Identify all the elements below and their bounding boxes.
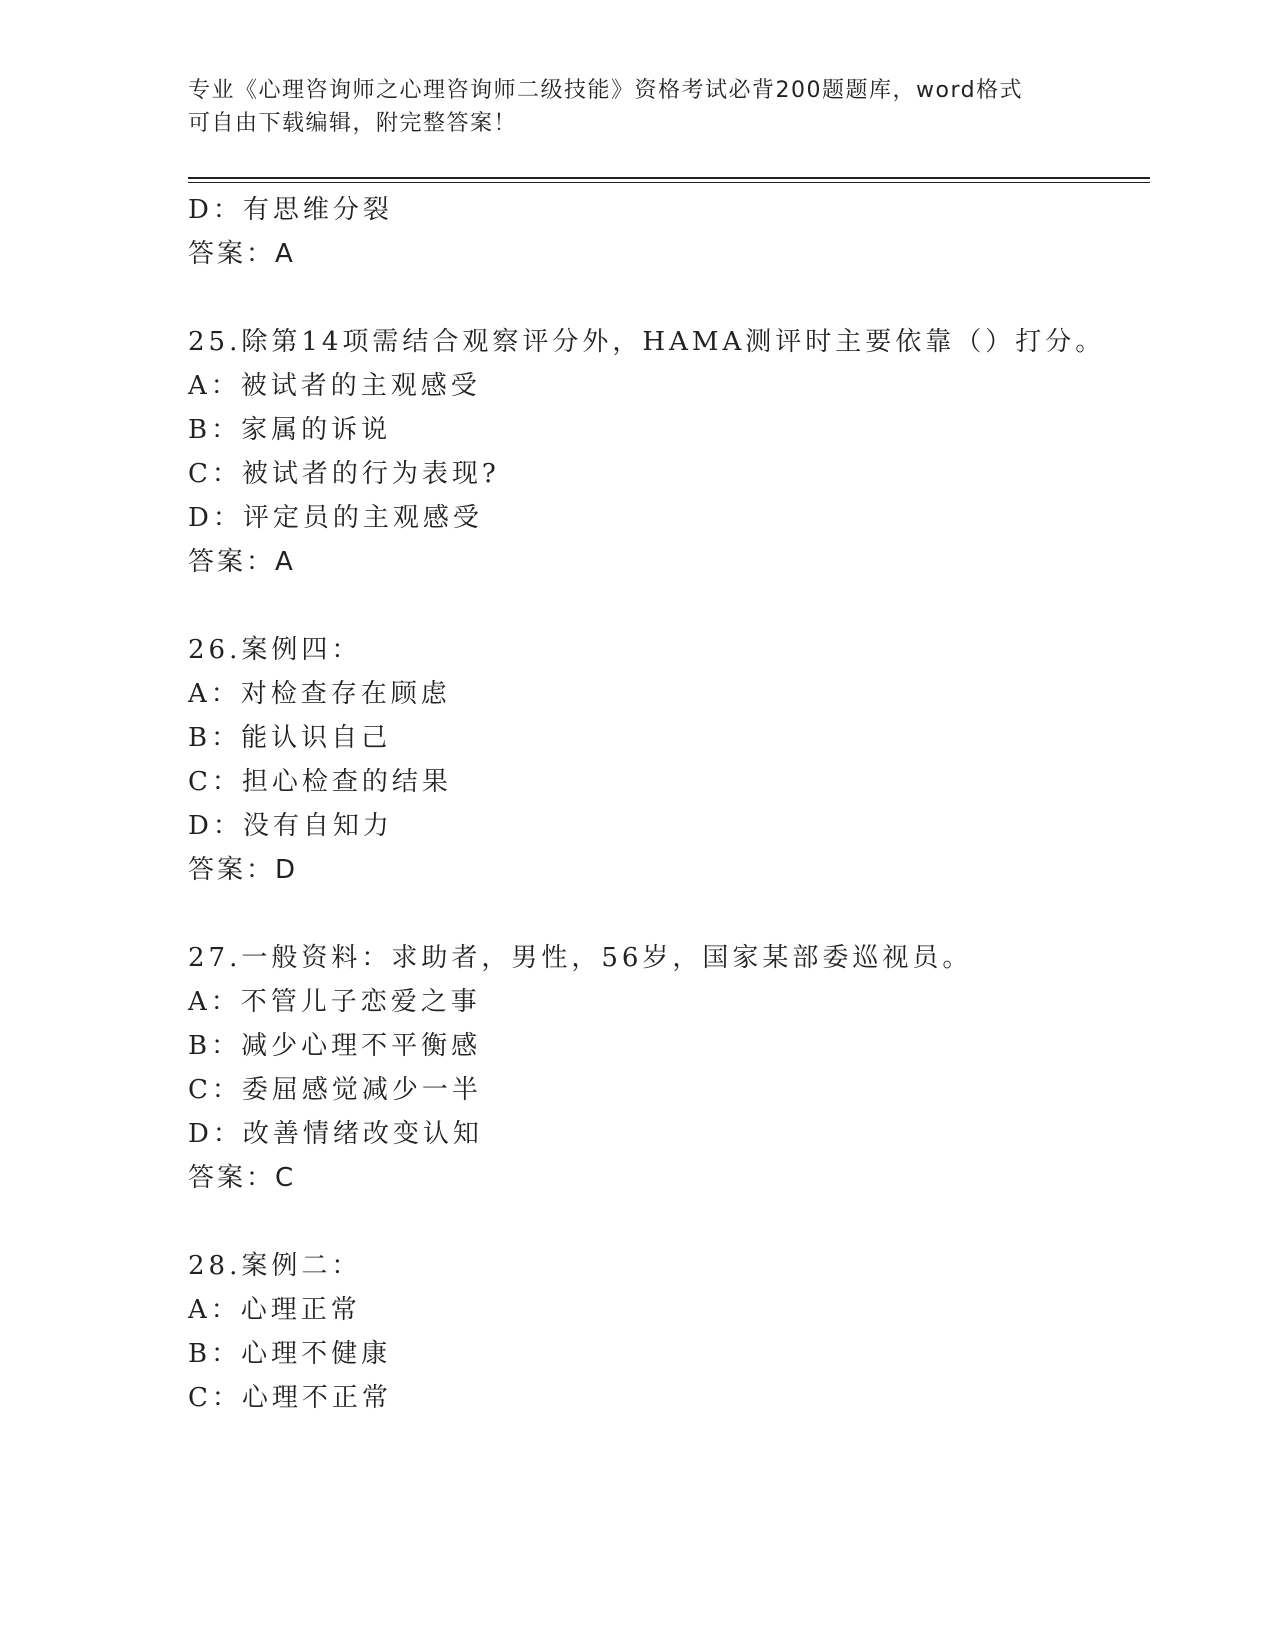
question-27-stem: 27.一般资料：求助者，男性，56岁，国家某部委巡视员。	[188, 943, 973, 973]
question-26-option-b: B：能认识自己	[188, 723, 392, 753]
question-25-answer: 答案：A	[188, 547, 296, 577]
question-27-option-a: A：不管儿子恋爱之事	[188, 987, 481, 1017]
document-header	[188, 74, 1088, 140]
question-25-stem: 25.除第14项需结合观察评分外，HAMA测评时主要依靠（）打分。	[188, 327, 1106, 357]
question-25-option-b: B：家属的诉说	[188, 415, 392, 445]
question-28-stem: 28.案例二：	[188, 1251, 362, 1281]
header-line-2: 可自由下载编辑，附完整答案！	[188, 111, 518, 136]
question-26-option-d: D：没有自知力	[188, 811, 393, 841]
question-27-answer: 答案：C	[188, 1163, 297, 1193]
header-divider-thick	[188, 177, 1150, 179]
question-26-answer: 答案：D	[188, 855, 299, 885]
question-28-option-c: C：心理不正常	[188, 1383, 392, 1413]
question-25-option-c: C：被试者的行为表现?	[188, 459, 500, 489]
question-25-option-a: A：被试者的主观感受	[188, 371, 481, 401]
question-26-option-a: A：对检查存在顾虑	[188, 679, 451, 709]
question-25-option-d: D：评定员的主观感受	[188, 503, 483, 533]
question-27-option-c: C：委屈感觉减少一半	[188, 1075, 482, 1105]
question-28-option-b: B：心理不健康	[188, 1339, 392, 1369]
prev-option-d: D：有思维分裂	[188, 195, 393, 225]
question-27-option-d: D：改善情绪改变认知	[188, 1119, 483, 1149]
question-27-option-b: B：减少心理不平衡感	[188, 1031, 482, 1061]
header-line-1: 专业《心理咨询师之心理咨询师二级技能》资格考试必背200题题库，word格式	[188, 78, 1024, 103]
prev-answer: 答案：A	[188, 239, 296, 269]
question-26-stem: 26.案例四：	[188, 635, 362, 665]
header-divider-thin	[188, 182, 1150, 183]
question-26-option-c: C：担心检查的结果	[188, 767, 452, 797]
question-28-option-a: A：心理正常	[188, 1295, 361, 1325]
